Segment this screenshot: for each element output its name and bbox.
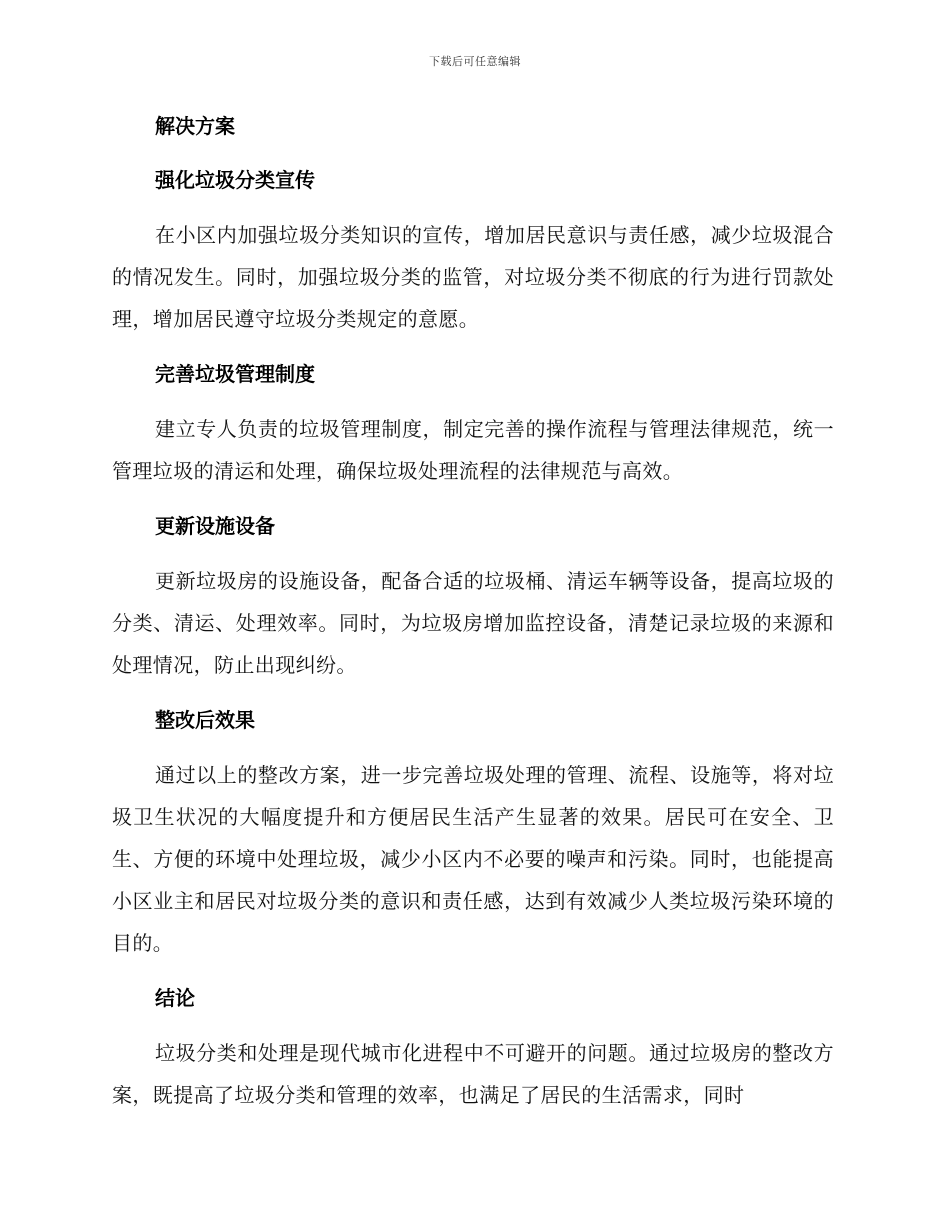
running-header: 下载后可任意编辑 (429, 55, 521, 68)
section-heading-conclusion: 结论 (155, 986, 195, 1010)
paragraph-effects: 通过以上的整改方案，进一步完善垃圾处理的管理、流程、设施等，将对垃圾卫生状况的大幅度提升和方便居民生活产生显著的效果。居民可在安全、卫生、方便的环境中处理垃圾，减少小区内不必要的噪声和污染。同时，也能提高小区业主和居民对垃圾分类的意识和责任感，达到有效减少人类垃圾污染环境的目的。 (112, 763, 834, 955)
section-heading-effects: 整改后效果 (155, 708, 255, 732)
section-heading-solutions: 解决方案 (155, 114, 235, 138)
paragraph-conclusion: 垃圾分类和处理是现代城市化进程中不可避开的问题。通过垃圾房的整改方案，既提高了垃圾分类和管理的效率，也满足了居民的生活需求，同时 (112, 1041, 834, 1107)
paragraph-promotion: 在小区内加强垃圾分类知识的宣传，增加居民意识与责任感，减少垃圾混合的情况发生。同时，加强垃圾分类的监管，对垃圾分类不彻底的行为进行罚款处理，增加居民遵守垃圾分类规定的意愿。 (112, 223, 834, 331)
section-heading-facilities: 更新设施设备 (155, 514, 275, 538)
document-body (112, 106, 834, 1130)
paragraph-management: 建立专人负责的垃圾管理制度，制定完善的操作流程与管理法律规范，统一管理垃圾的清运和处理，确保垃圾处理流程的法律规范与高效。 (112, 417, 834, 483)
section-heading-promotion: 强化垃圾分类宣传 (155, 168, 315, 192)
section-heading-management: 完善垃圾管理制度 (155, 362, 315, 386)
paragraph-facilities: 更新垃圾房的设施设备，配备合适的垃圾桶、清运车辆等设备，提高垃圾的分类、清运、处理效率。同时，为垃圾房增加监控设备，清楚记录垃圾的来源和处理情况，防止出现纠纷。 (112, 569, 834, 677)
